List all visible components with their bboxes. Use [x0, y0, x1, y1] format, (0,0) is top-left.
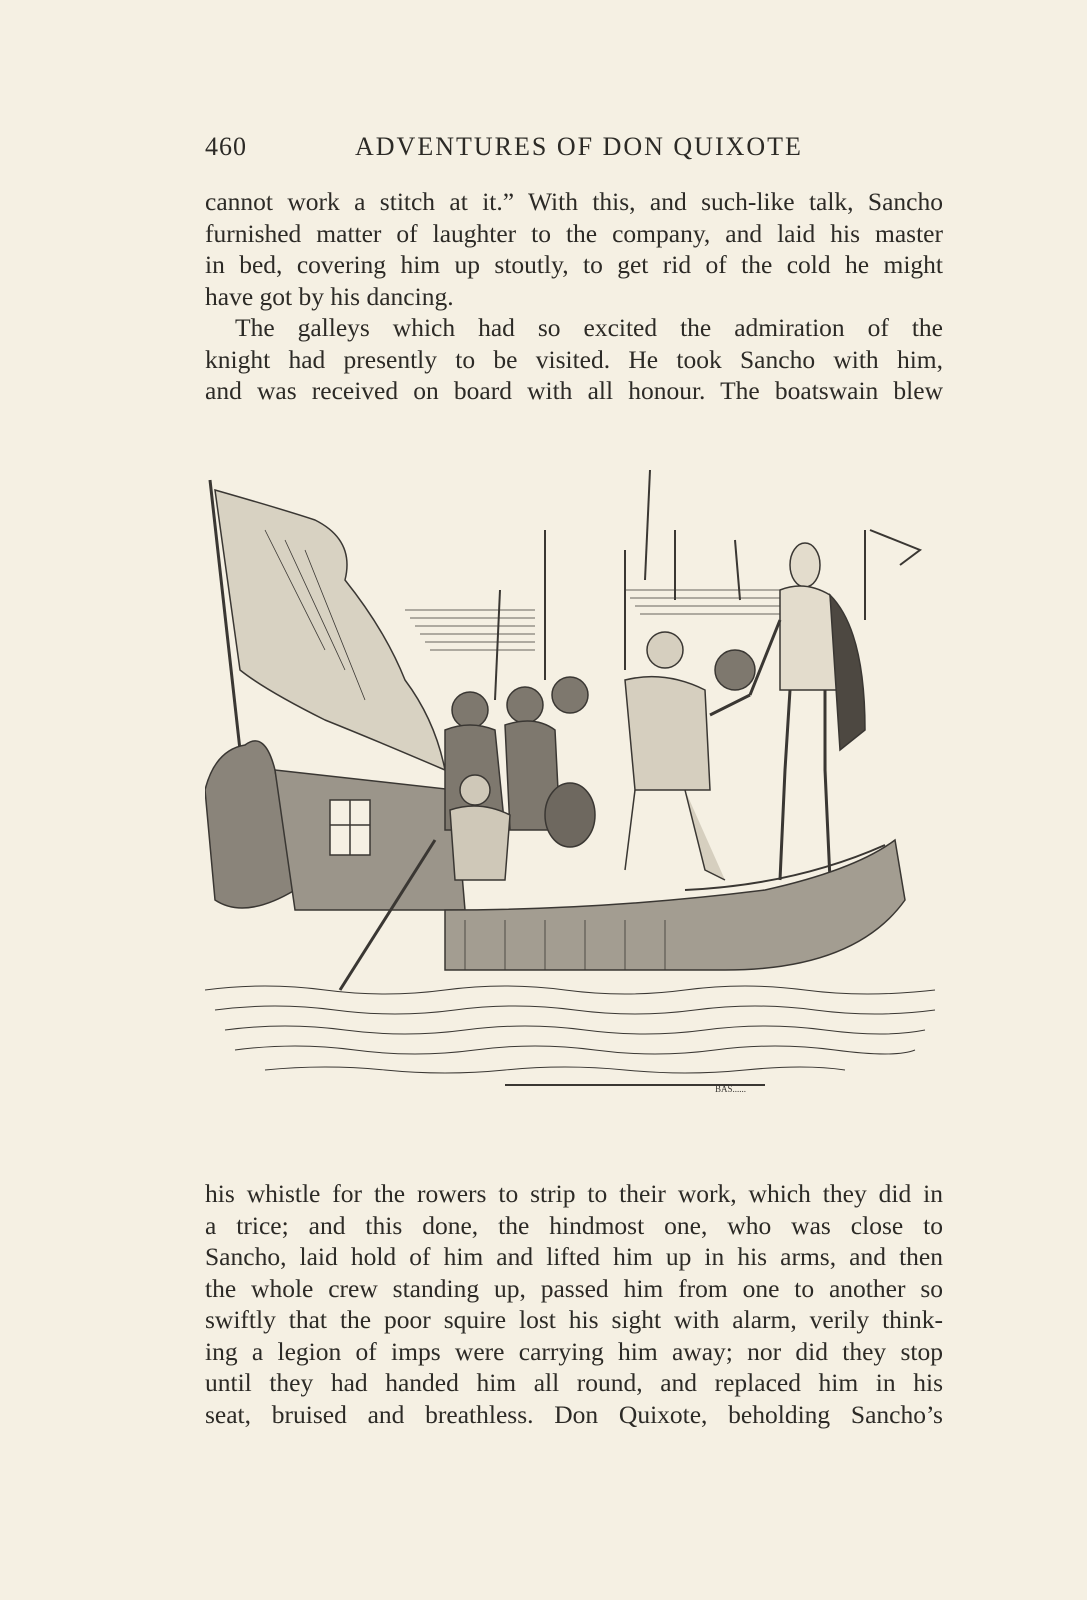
text-line: The galleys which had so excited the admiration of the	[235, 313, 943, 342]
page-header	[205, 132, 943, 168]
text-line: cannot work a stitch at it.” With this, and such-like talk, Sancho	[205, 187, 943, 216]
sky-hatching	[405, 590, 805, 650]
engraving-illustration	[205, 470, 950, 1110]
top-paragraphs	[205, 186, 943, 407]
text-line: the whole crew standing up, passed him from one to another so	[205, 1273, 943, 1303]
text-line: ing a legion of imps were carrying him away; nor did they stop	[205, 1336, 943, 1366]
text-line: a trice; and this done, the hindmost one, who was close to	[205, 1210, 943, 1240]
text-line: furnished matter of laughter to the company, and laid his master	[205, 218, 943, 248]
running-head: ADVENTURES OF DON QUIXOTE	[355, 132, 803, 161]
page-number: 460	[205, 132, 247, 161]
text-line: have got by his dancing.	[205, 281, 454, 311]
don-quixote-figure	[750, 543, 865, 880]
text-line: until they had handed him all round, and replaced him in his	[205, 1368, 943, 1397]
text-line: knight had presently to be visited. He took Sancho with him,	[205, 344, 943, 374]
text-line: in bed, covering him up stoutly, to get rid of the cold he might	[205, 250, 943, 279]
galley-boat-engraving	[205, 470, 950, 1110]
text-line: Sancho, laid hold of him and lifted him up in his arms, and then	[205, 1242, 943, 1271]
boat-hull	[445, 840, 905, 970]
flag	[210, 480, 445, 770]
text-line: his whistle for the rowers to strip to their work, which they did in	[205, 1179, 943, 1208]
water	[205, 986, 935, 1085]
text-line: swiftly that the poor squire lost his sight with alarm, verily think-	[205, 1305, 943, 1334]
soldiers	[445, 650, 755, 830]
text-line: seat, bruised and breathless. Don Quixote, beholding Sancho’s	[205, 1399, 943, 1429]
bottom-paragraphs	[205, 1178, 943, 1430]
ornate-stern	[205, 741, 465, 910]
artist-signature: BAS......	[715, 1084, 747, 1094]
text-line: and was received on board with all honour. The boatswain blew	[205, 376, 943, 405]
